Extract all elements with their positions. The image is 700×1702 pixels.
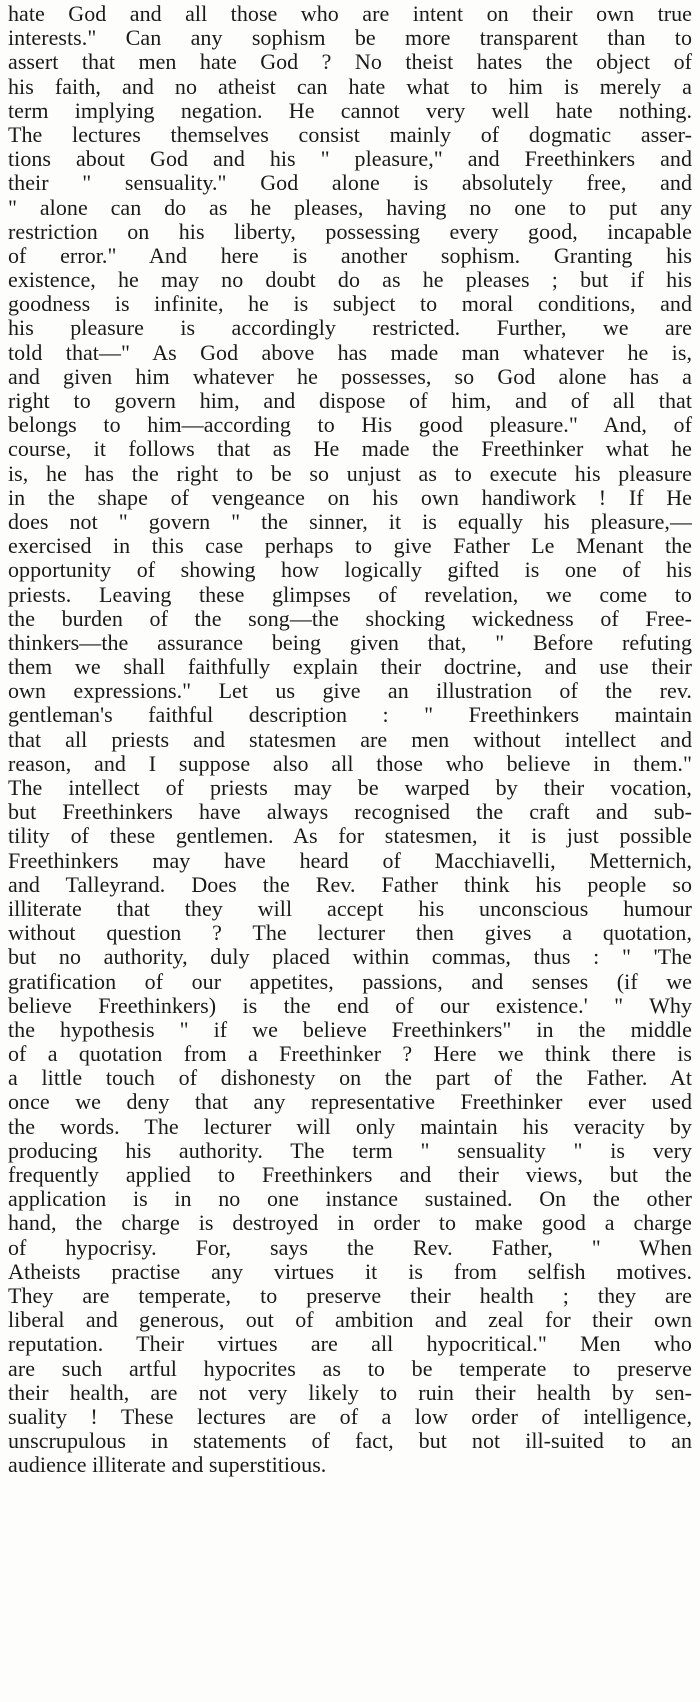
text-line: thinkers—the assurance being given that, " Before refuting xyxy=(8,630,692,655)
text-line: hate God and all those who are intent on their own true xyxy=(8,2,692,26)
text-line: reputation. Their virtues are all hypocritical." Men who xyxy=(8,1332,692,1357)
text-line: is, he has the right to be so unjust as to execute his pleasure xyxy=(8,461,692,486)
text-line: gentleman's faithful description : " Freethinkers maintain xyxy=(8,703,692,728)
text-line: goodness is infinite, he is subject to moral conditions, and xyxy=(8,292,692,317)
text-line: his faith, and no atheist can hate what to him is merely a xyxy=(8,74,692,99)
text-line: them we shall faithfully explain their doctrine, and use their xyxy=(8,655,692,680)
text-line: tility of these gentlemen. As for statesmen, it is just possible xyxy=(8,824,692,849)
text-line: the hypothesis " if we believe Freethinkers" in the middle xyxy=(8,1017,692,1042)
text-line: that all priests and statesmen are men without intellect and xyxy=(8,727,692,752)
text-line: right to govern him, and dispose of him, and of all that xyxy=(8,389,692,413)
text-line: believe Freethinkers) is the end of our existence.' " Why xyxy=(8,993,692,1018)
text-line: The lectures themselves consist mainly of dogmatic asser- xyxy=(8,122,692,147)
text-line: belongs to him—according to His good pleasure." And, of xyxy=(8,413,692,438)
text-line: of hypocrisy. For, says the Rev. Father, " When xyxy=(8,1235,692,1260)
article-body xyxy=(8,2,692,1477)
text-line: his pleasure is accordingly restricted. Further, we are xyxy=(8,316,692,341)
text-line: existence, he may no doubt do as he pleases ; but if his xyxy=(8,268,692,293)
text-line: The intellect of priests may be warped by their vocation, xyxy=(8,776,692,800)
text-line: illiterate that they will accept his unconscious humour xyxy=(8,896,692,921)
text-line: of error." And here is another sophism. Granting his xyxy=(8,243,692,268)
text-line: does not " govern " the sinner, it is equally his pleasure,— xyxy=(8,509,692,534)
text-line: tions about God and his " pleasure," and Freethinkers and xyxy=(8,147,692,172)
text-line: frequently applied to Freethinkers and their views, but the xyxy=(8,1163,692,1187)
text-line: once we deny that any representative Freethinker ever used xyxy=(8,1090,692,1115)
text-line: but no authority, duly placed within commas, thus : " 'The xyxy=(8,945,692,970)
text-line: Atheists practise any virtues it is from selfish motives. xyxy=(8,1259,692,1284)
text-line: and Talleyrand. Does the Rev. Father think his people so xyxy=(8,872,692,897)
text-line: the burden of the song—the shocking wickedness of Free- xyxy=(8,606,692,631)
text-line: priests. Leaving these glimpses of revelation, we come to xyxy=(8,582,692,607)
text-line: the words. The lecturer will only maintain his veracity by xyxy=(8,1114,692,1139)
text-line: and given him whatever he possesses, so God alone has a xyxy=(8,364,692,389)
text-line: reason, and I suppose also all those who believe in them." xyxy=(8,751,692,776)
text-line: opportunity of showing how logically gifted is one of his xyxy=(8,558,692,583)
text-line: told that—" As God above has made man whatever he is, xyxy=(8,340,692,365)
text-line: audience illiterate and superstitious. xyxy=(8,1453,327,1478)
text-line: unscrupulous in statements of fact, but not ill-suited to an xyxy=(8,1429,692,1454)
text-line: " alone can do as he pleases, having no one to put any xyxy=(8,195,692,220)
text-line: of a quotation from a Freethinker ? Here we think there is xyxy=(8,1042,692,1067)
text-line: gratification of our appetites, passions, and senses (if we xyxy=(8,969,692,994)
text-line: their " sensuality." God alone is absolutely free, and xyxy=(8,171,692,196)
text-line: Freethinkers may have heard of Macchiavelli, Metternich, xyxy=(8,848,692,873)
text-line: in the shape of vengeance on his own handiwork ! If He xyxy=(8,485,692,510)
text-line: are such artful hypocrites as to be temperate to preserve xyxy=(8,1356,692,1381)
text-line: without question ? The lecturer then gives a quotation, xyxy=(8,921,692,946)
text-line: assert that men hate God ? No theist hates the object of xyxy=(8,50,692,75)
text-line: exercised in this case perhaps to give Father Le Menant the xyxy=(8,534,692,559)
text-line: course, it follows that as He made the Freethinker what he xyxy=(8,437,692,462)
text-line: own expressions." Let us give an illustration of the rev. xyxy=(8,679,692,704)
text-line: their health, are not very likely to ruin their health by sen- xyxy=(8,1380,692,1405)
text-line: suality ! These lectures are of a low order of intelligence, xyxy=(8,1404,692,1429)
text-line: restriction on his liberty, possessing every good, incapable xyxy=(8,219,692,244)
text-line: liberal and generous, out of ambition and zeal for their own xyxy=(8,1308,692,1333)
text-line: interests." Can any sophism be more transparent than to xyxy=(8,26,692,51)
text-line: a little touch of dishonesty on the part of the Father. At xyxy=(8,1066,692,1091)
text-line: hand, the charge is destroyed in order to make good a charge xyxy=(8,1211,692,1236)
text-line: producing his authority. The term " sensuality " is very xyxy=(8,1138,692,1163)
text-line: term implying negation. He cannot very well hate nothing. xyxy=(8,98,692,123)
text-line: application is in no one instance sustained. On the other xyxy=(8,1187,692,1212)
text-line: They are temperate, to preserve their health ; they are xyxy=(8,1283,692,1308)
text-line: but Freethinkers have always recognised the craft and sub- xyxy=(8,800,692,825)
